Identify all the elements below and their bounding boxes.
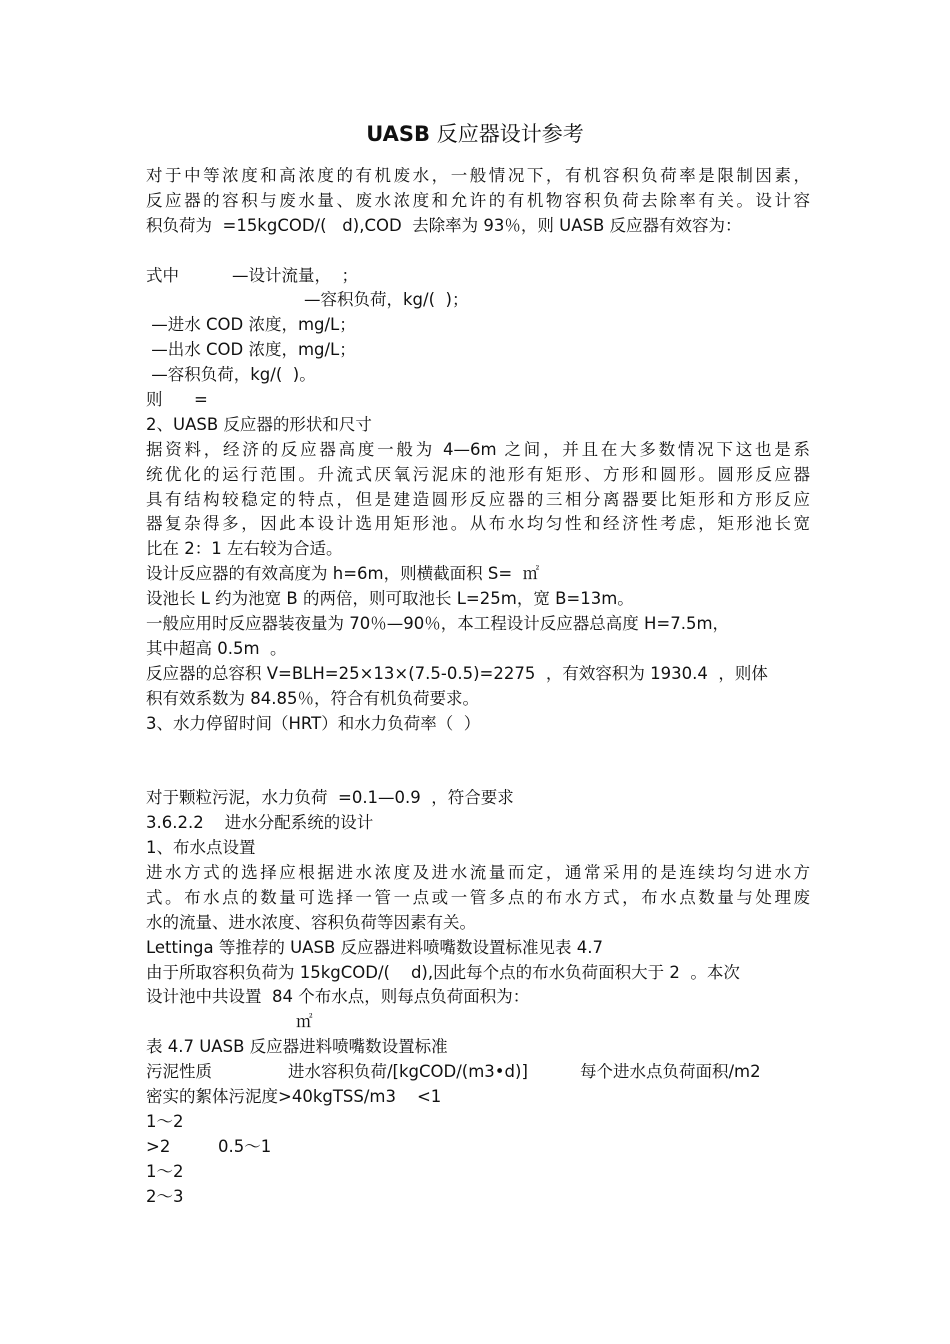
section3-load: 对于颗粒污泥，水力负荷 =0.1—0.9 ，符合要求 [146,788,514,808]
blank-hrt-1 [146,736,810,761]
section3-unit [146,1010,810,1035]
section3-subheading: 3.6.2.2 进水分配系统的设计 [146,813,374,833]
formula-line-3: —进水 COD 浓度，mg/L； [146,315,356,335]
table-row-3-b: 0.5～1 [218,1136,272,1156]
formula-line-6: 则 = [146,390,208,410]
section2-height-2: 其中超高 0.5m 。 [146,638,287,658]
table-row-4: 1～2 [146,1161,184,1181]
document-body [146,164,810,1209]
section3-heading: 3、水力停留时间（HRT）和水力负荷率（ ） [146,713,481,733]
table-caption: 表 4.7 UASB 反应器进料喷嘴数设置标准 [146,1037,448,1057]
formula-line-4: —出水 COD 浓度，mg/L； [146,340,356,360]
section3-para-2: 式。布水点的数量可选择一管一点或一管多点的布水方式，布水点数量与处理废 [146,887,810,907]
table-row-3-a: >2 [146,1136,171,1156]
section2-para-1: 据资料，经济的反应器高度一般为 4—6m 之间，并且在大多数情况下这也是系 [146,439,810,459]
intro-line-2: 反应器的容积与废水量、废水浓度和允许的有机物容积负荷去除率有关。设计容 [146,190,810,210]
title-bold: UASB [366,122,431,146]
section2-length: 设池长 L 约为池宽 B 的两倍，则可取池长 L=25m，宽 B=13m。 [146,589,634,609]
section3-para3-1: 由于所取容积负荷为 15kgCOD/( d),因此每个点的布水负荷面积大于 2 。本次 [146,962,740,982]
table-header-1: 污泥性质 [146,1062,212,1082]
title-rest: 反应器设计参考 [430,122,584,146]
section2-volume-2: 积有效系数为 84.85％，符合有机负荷要求。 [146,688,479,708]
table-row-1: 密实的絮体污泥度>40kgTSS/m3 <1 [146,1086,442,1106]
intro-line-3: 积负荷为 =15kgCOD/( d),COD 去除率为 93％，则 UASB 反应器有效容为： [146,215,742,235]
section3-lettinga: Lettinga 等推荐的 UASB 反应器进料喷嘴数设置标准见表 4.7 [146,937,603,957]
unit-text: ㎡ [296,1012,313,1032]
section2-para-last: 比在 2：1 左右较为合适。 [146,539,343,559]
section2-heading: 2、UASB 反应器的形状和尺寸 [146,414,372,434]
table-row-5: 2～3 [146,1186,184,1206]
formula-line-1 [146,264,810,289]
section2-height: 一般应用时反应器装夜量为 70％—90％，本工程设计反应器总高度 H=7.5m， [146,614,730,634]
section2-para-2: 统优化的运行范围。升流式厌氧污泥床的池形有矩形、方形和圆形。圆形反应器 [146,464,810,484]
page-title [0,120,950,148]
table-row-2: 1～2 [146,1111,184,1131]
section3-item-1: 1、布水点设置 [146,838,256,858]
section2-volume: 反应器的总容积 V=BLH=25×13×(7.5-0.5)=2275 ，有效容积为 1930.4 ，则体 [146,663,768,683]
section3-para3-last: 设计池中共设置 84 个布水点，则每点负荷面积为： [146,987,530,1007]
blank-hrt-2 [146,761,810,786]
table-header-3: 每个进水点负荷面积/m2 [580,1062,761,1082]
section2-para-4: 器复杂得多，因此本设计选用矩形池。从布水均匀性和经济性考虑，矩形池长宽 [146,514,810,534]
intro-line-1: 对于中等浓度和高浓度的有机废水，一般情况下，有机容积负荷率是限制因素， [146,166,810,185]
formula-label: 式中 [146,265,179,285]
section2-para-3: 具有结构较稳定的特点，但是建造圆形反应器的三相分离器要比矩形和方形反应 [146,489,810,509]
formula-line-2 [146,288,810,313]
table-header-2: 进水容积负荷/[kgCOD/(m3•d)] [288,1062,528,1082]
formula-text: —设计流量， ； [232,265,358,285]
section2-area: 设计反应器的有效高度为 h=6m，则横截面积 S= ㎡ [146,564,540,584]
blank-formula [146,239,810,264]
formula-line-5: —容积负荷，kg/( )。 [146,365,316,385]
table-row-3 [146,1135,810,1160]
section3-para-last: 水的流量、进水浓度、容积负荷等因素有关。 [146,912,476,932]
table-header-row [146,1060,810,1085]
section3-para-1: 进水方式的选择应根据进水浓度及进水流量而定，通常采用的是连续均匀进水方 [146,862,810,882]
formula-line-2-text: —容积负荷，kg/( )； [304,290,469,310]
